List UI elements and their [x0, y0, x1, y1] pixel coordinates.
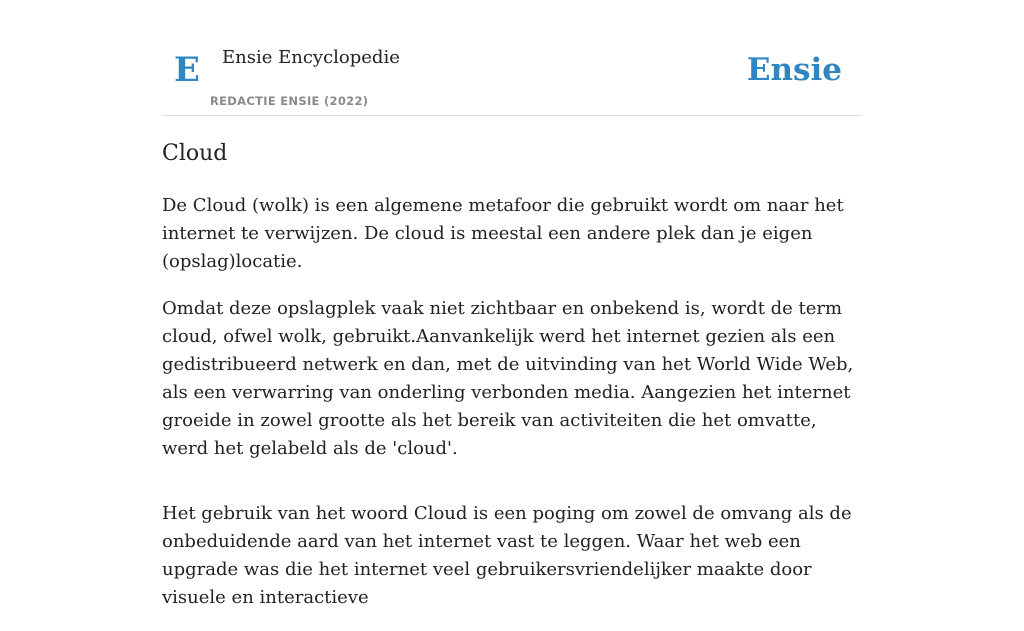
article-paragraph: Omdat deze opslagplek vaak niet zichtbaar en onbekend is, wordt de term cloud, ofwel wolk, gebruikt.Aanvankelijk werd het internet gezien als een gedistribueerd netwerk en dan, met de uitvinding van het World Wide Web, als een verwarring van onderling verbonden media. Aangezien het internet groeide in zowel grootte als het bereik van activiteiten die het omvatte, werd het gelabeld als de 'cloud'.	[162, 298, 854, 459]
ensie-e-logo[interactable]: E	[174, 50, 200, 90]
source-title[interactable]: Ensie Encyclopedie	[222, 47, 400, 68]
article-paragraph: De Cloud (wolk) is een algemene metafoor die gebruikt wordt om naar het internet te verwijzen. De cloud is meestal een andere plek dan je eigen (opslag)locatie.	[162, 195, 844, 272]
ensie-brand-logo[interactable]: Ensie	[746, 52, 842, 88]
page-container	[162, 0, 862, 608]
article-paragraph: Het gebruik van het woord Cloud is een poging om zowel de omvang als de onbeduidende aard van het internet vast te leggen. Waar het web een upgrade was die het internet veel gebruikersvriendelijker maakte door visuele en interactieve	[162, 503, 852, 608]
article-title: Cloud	[162, 141, 228, 166]
source-author-year: REDACTIE ENSIE (2022)	[210, 94, 369, 108]
source-header	[162, 0, 862, 116]
article-body	[162, 192, 862, 631]
